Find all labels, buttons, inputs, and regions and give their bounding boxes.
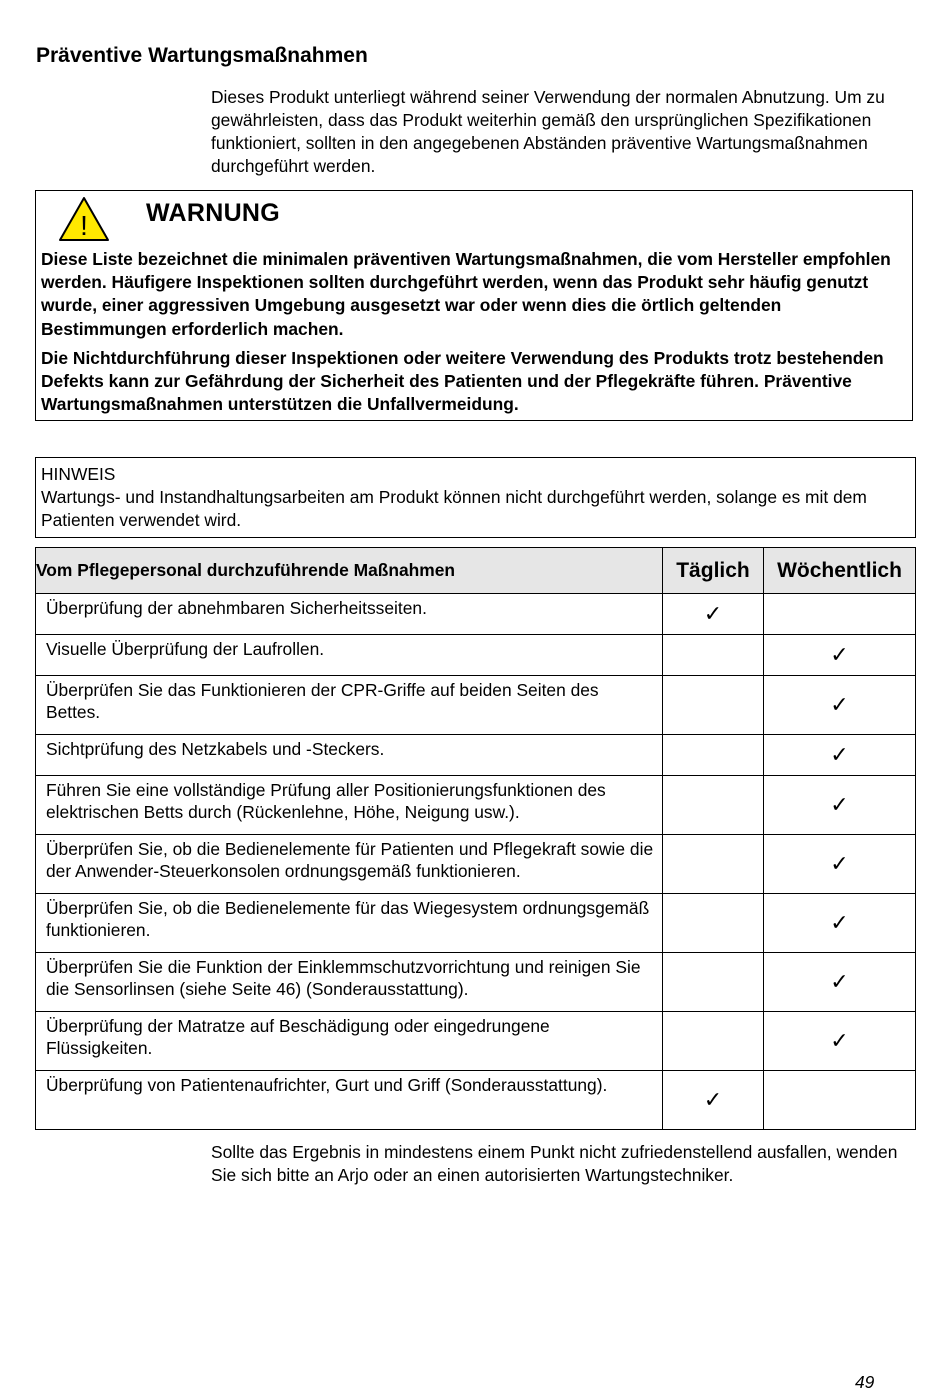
table-row [36,1071,916,1130]
weekly-check [764,594,916,635]
table-row [36,735,916,776]
daily-check [663,894,764,953]
daily-check: ✓ [663,594,764,635]
task-cell: Überprüfung der Matratze auf Beschädigung oder eingedrungene Flüssigkeiten. [36,1012,663,1071]
weekly-check: ✓ [764,835,916,894]
table-header-row [36,548,916,594]
task-cell: Überprüfen Sie, ob die Bedienelemente für das Wiegesystem ordnungsgemäß funktionieren. [36,894,663,953]
task-cell: Überprüfung der abnehmbaren Sicherheitsseiten. [36,594,663,635]
maintenance-table [35,547,916,1130]
weekly-check: ✓ [764,894,916,953]
task-cell: Führen Sie eine vollständige Prüfung aller Positionierungsfunktionen des elektrischen Betts durch (Rückenlehne, Höhe, Neigung usw.). [36,776,663,835]
table-row [36,894,916,953]
daily-check: ✓ [663,1071,764,1130]
task-cell: Überprüfen Sie das Funktionieren der CPR-Griffe auf beiden Seiten des Bettes. [36,676,663,735]
table-row [36,835,916,894]
warning-box [35,190,913,421]
daily-check [663,676,764,735]
warning-paragraph: Die Nichtdurchführung dieser Inspektionen oder weitere Verwendung des Produkts trotz bestehenden Defekts kann zur Gefährdung der Sicherheit des Patienten und der Pflegekräfte führen. Präventive Wartungsmaßnahmen unterstützen die Unfallvermeidung. [41,348,884,415]
weekly-check: ✓ [764,635,916,676]
table-row [36,594,916,635]
warning-triangle-icon [58,196,110,242]
table-row [36,776,916,835]
task-cell: Überprüfen Sie, ob die Bedienelemente für Patienten und Pflegekraft sowie die der Anwender-Steuerkonsolen ordnungsgemäß funktionieren. [36,835,663,894]
daily-check [663,1012,764,1071]
task-cell: Visuelle Überprüfung der Laufrollen. [36,635,663,676]
page-number: 49 [855,1372,875,1392]
weekly-check: ✓ [764,735,916,776]
header-daily: Täglich [663,548,764,594]
daily-check [663,835,764,894]
table-row [36,676,916,735]
table-row [36,953,916,1012]
daily-check [663,776,764,835]
svg-text:!: ! [80,210,88,241]
page-title: Präventive Wartungsmaßnahmen [36,44,368,67]
table-row [36,635,916,676]
task-cell: Überprüfen Sie die Funktion der Einklemmschutzvorrichtung und reinigen Sie die Sensorlinsen (siehe Seite 46) (Sonderausstattung). [36,953,663,1012]
task-cell: Sichtprüfung des Netzkabels und -Steckers. [36,735,663,776]
table-row [36,1012,916,1071]
task-cell: Überprüfung von Patientenaufrichter, Gurt und Griff (Sonderausstattung). [36,1071,663,1130]
warning-paragraph: Diese Liste bezeichnet die minimalen präventiven Wartungsmaßnahmen, die vom Hersteller empfohlen werden. Häufigere Inspektionen sollten durchgeführt werden, wenn das Produkt sehr häufig genutzt wurde, einer aggressiven Umgebung ausgesetzt war oder wenn dies die örtlich geltenden Bestimmungen erforderlich machen. [41,249,891,339]
daily-check [663,953,764,1012]
intro-paragraph: Dieses Produkt unterliegt während seiner Verwendung der normalen Abnutzung. Um zu gewährleisten, dass das Produkt weiterhin gemäß den ursprünglichen Spezifikationen funktioniert, sollten in den angegebenen Abständen präventive Wartungsmaßnahmen durchgeführt werden. [211,87,885,176]
daily-check [663,635,764,676]
note-text: Wartungs- und Instandhaltungsarbeiten am Produkt können nicht durchgeführt werden, solange es mit dem Patienten verwendet wird. [41,487,867,530]
daily-check [663,735,764,776]
weekly-check: ✓ [764,1012,916,1071]
warning-title: WARNUNG [146,199,281,227]
header-task: Vom Pflegepersonal durchzuführende Maßnahmen [36,548,663,594]
weekly-check: ✓ [764,776,916,835]
header-weekly: Wöchentlich [764,548,916,594]
note-box [35,457,916,538]
closing-paragraph: Sollte das Ergebnis in mindestens einem Punkt nicht zufriedenstellend ausfallen, wenden Sie sich bitte an Arjo oder an einen autorisierten Wartungstechniker. [211,1142,898,1185]
note-label: HINWEIS [41,464,116,484]
weekly-check: ✓ [764,953,916,1012]
weekly-check: ✓ [764,676,916,735]
weekly-check [764,1071,916,1130]
